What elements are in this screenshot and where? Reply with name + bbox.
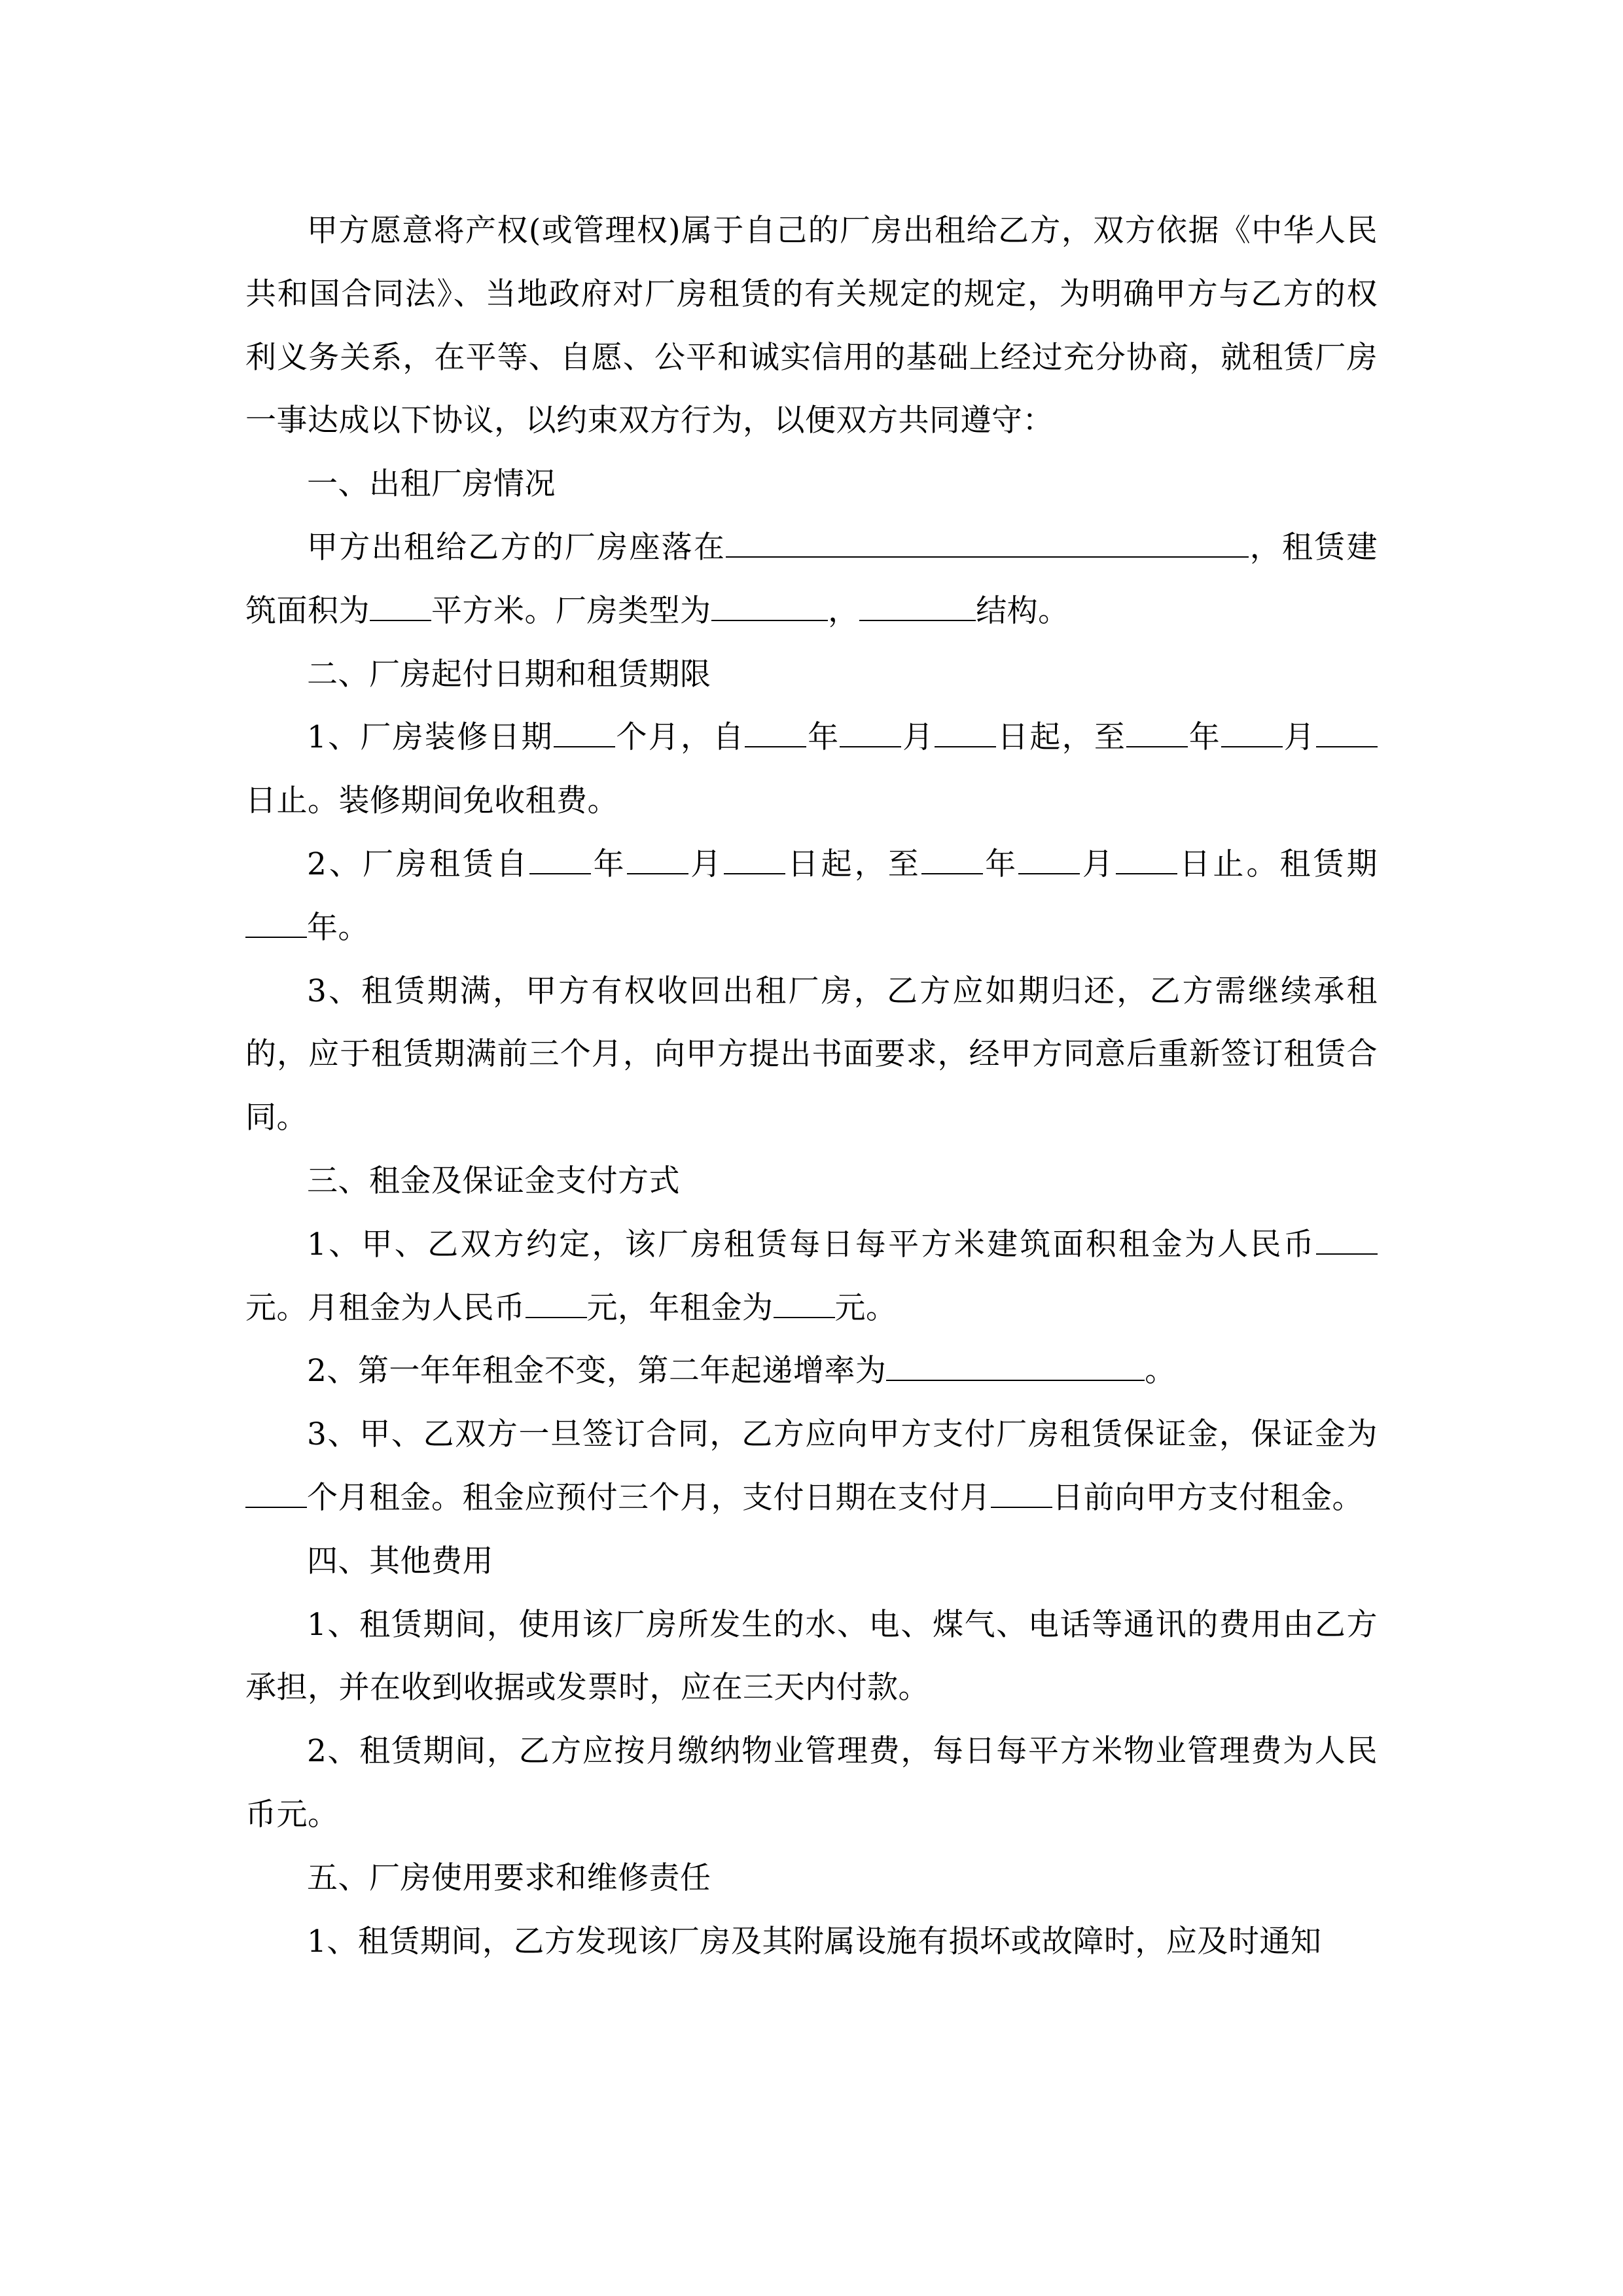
text-segment: ，租赁建筑面积为: [245, 529, 1378, 629]
text-segment: 个月，自: [615, 719, 745, 756]
fill-in-blank: [627, 846, 688, 874]
utilities-paragraph: 1、租赁期间，使用该厂房所发生的水、电、煤气、电话等通讯的费用由乙方承担，并在收到收据或发票时，应在三天内付款。: [245, 1606, 1378, 1706]
fill-in-blank: [245, 1479, 307, 1508]
text-segment: 个月租金。租金应预付三个月，支付日期在支付月: [307, 1479, 991, 1516]
fill-in-blank: [1221, 719, 1283, 747]
text-segment: 年: [1188, 719, 1222, 756]
renovation-period-paragraph: [245, 706, 1378, 833]
text-segment: 2、厂房租赁自: [307, 846, 530, 882]
deposit-paragraph: [245, 1403, 1378, 1530]
text-segment: 年: [806, 719, 840, 756]
text-segment: 月: [1080, 846, 1116, 882]
fill-in-blank: [774, 1289, 835, 1318]
fill-in-blank: [886, 1352, 1145, 1381]
fill-in-blank: [711, 592, 829, 620]
fill-in-blank: [370, 592, 431, 620]
text-segment: 1、厂房装修日期: [307, 719, 554, 756]
text-segment: 年。: [307, 909, 369, 946]
fill-in-blank: [935, 719, 996, 747]
fill-in-blank: [1018, 846, 1080, 874]
fill-in-blank: [526, 1289, 587, 1318]
fill-in-blank: [724, 846, 785, 874]
text-segment: 月: [901, 719, 935, 756]
intro-paragraph: 甲方愿意将产权(或管理权)属于自己的厂房出租给乙方，双方依据《中华人民共和国合同法》、当地政府对厂房租赁的有关规定的规定，为明确甲方与乙方的权利义务关系，在平等、自愿、公平和诚实信用的基础上经过充分协商，就租赁厂房一事达成以下协议，以约束双方行为，以便双方共同遵守：: [245, 213, 1378, 439]
text-segment: 结构。: [976, 592, 1069, 629]
text-segment: 月: [688, 846, 724, 882]
fill-in-blank: [859, 592, 976, 620]
text-segment: 月: [1283, 719, 1316, 756]
factory-location-paragraph: [245, 516, 1378, 643]
section-heading-2: 二、厂房起付日期和租赁期限: [307, 656, 711, 692]
document-page: [245, 200, 1378, 1973]
text-segment: 日起，至: [785, 846, 921, 882]
fill-in-blank: [1316, 1225, 1378, 1254]
lease-term-paragraph: [245, 833, 1378, 960]
text-segment: 。: [1145, 1353, 1176, 1390]
text-segment: 2、第一年年租金不变，第二年起递增率为: [307, 1353, 887, 1390]
text-segment: 1、甲、乙双方约定，该厂房租赁每日每平方米建筑面积租金为人民币: [307, 1226, 1316, 1263]
fill-in-blank: [1126, 719, 1188, 747]
fill-in-blank: [921, 846, 983, 874]
text-segment: 日起，至: [996, 719, 1127, 756]
text-segment: 年: [591, 846, 627, 882]
text-segment: 平方米。厂房类型为: [431, 592, 711, 629]
text-segment: 元，年租金为: [586, 1289, 774, 1326]
text-segment: 甲方出租给乙方的厂房座落在: [307, 529, 726, 565]
fill-in-blank: [745, 719, 806, 747]
section-heading-5: 五、厂房使用要求和维修责任: [307, 1859, 711, 1896]
text-segment: 日前向甲方支付租金。: [1052, 1479, 1363, 1516]
rent-increase-paragraph: [245, 1340, 1378, 1403]
text-segment: 日止。装修期间免收租费。: [245, 783, 618, 819]
text-segment: 元。: [834, 1289, 897, 1326]
fill-in-blank: [840, 719, 901, 747]
fill-in-blank: [991, 1479, 1052, 1508]
text-segment: ，: [828, 592, 859, 629]
text-segment: 3、甲、乙双方一旦签订合同，乙方应向甲方支付厂房租赁保证金，保证金为: [307, 1416, 1378, 1453]
fill-in-blank: [1116, 846, 1177, 874]
fill-in-blank: [245, 908, 307, 937]
repair-notice-paragraph: 1、租赁期间，乙方发现该厂房及其附属设施有损坏或故障时，应及时通知: [307, 1923, 1322, 1960]
fill-in-blank: [726, 529, 1249, 558]
text-segment: 元。月租金为人民币: [245, 1289, 526, 1326]
management-fee-paragraph: 2、租赁期间，乙方应按月缴纳物业管理费，每日每平方米物业管理费为人民币元。: [245, 1733, 1378, 1833]
text-segment: 日止。租赁期: [1177, 846, 1378, 882]
fill-in-blank: [529, 846, 591, 874]
fill-in-blank: [554, 719, 615, 747]
fill-in-blank: [1316, 719, 1378, 747]
rent-amount-paragraph: [245, 1213, 1378, 1340]
section-heading-4: 四、其他费用: [307, 1543, 493, 1579]
text-segment: 年: [982, 846, 1019, 882]
section-heading-1: 一、出租厂房情况: [307, 466, 556, 503]
lease-expiry-paragraph: 3、租赁期满，甲方有权收回出租厂房，乙方应如期归还，乙方需继续承租的，应于租赁期满前三个月，向甲方提出书面要求，经甲方同意后重新签订租赁合同。: [245, 973, 1378, 1136]
section-heading-3: 三、租金及保证金支付方式: [307, 1162, 680, 1199]
